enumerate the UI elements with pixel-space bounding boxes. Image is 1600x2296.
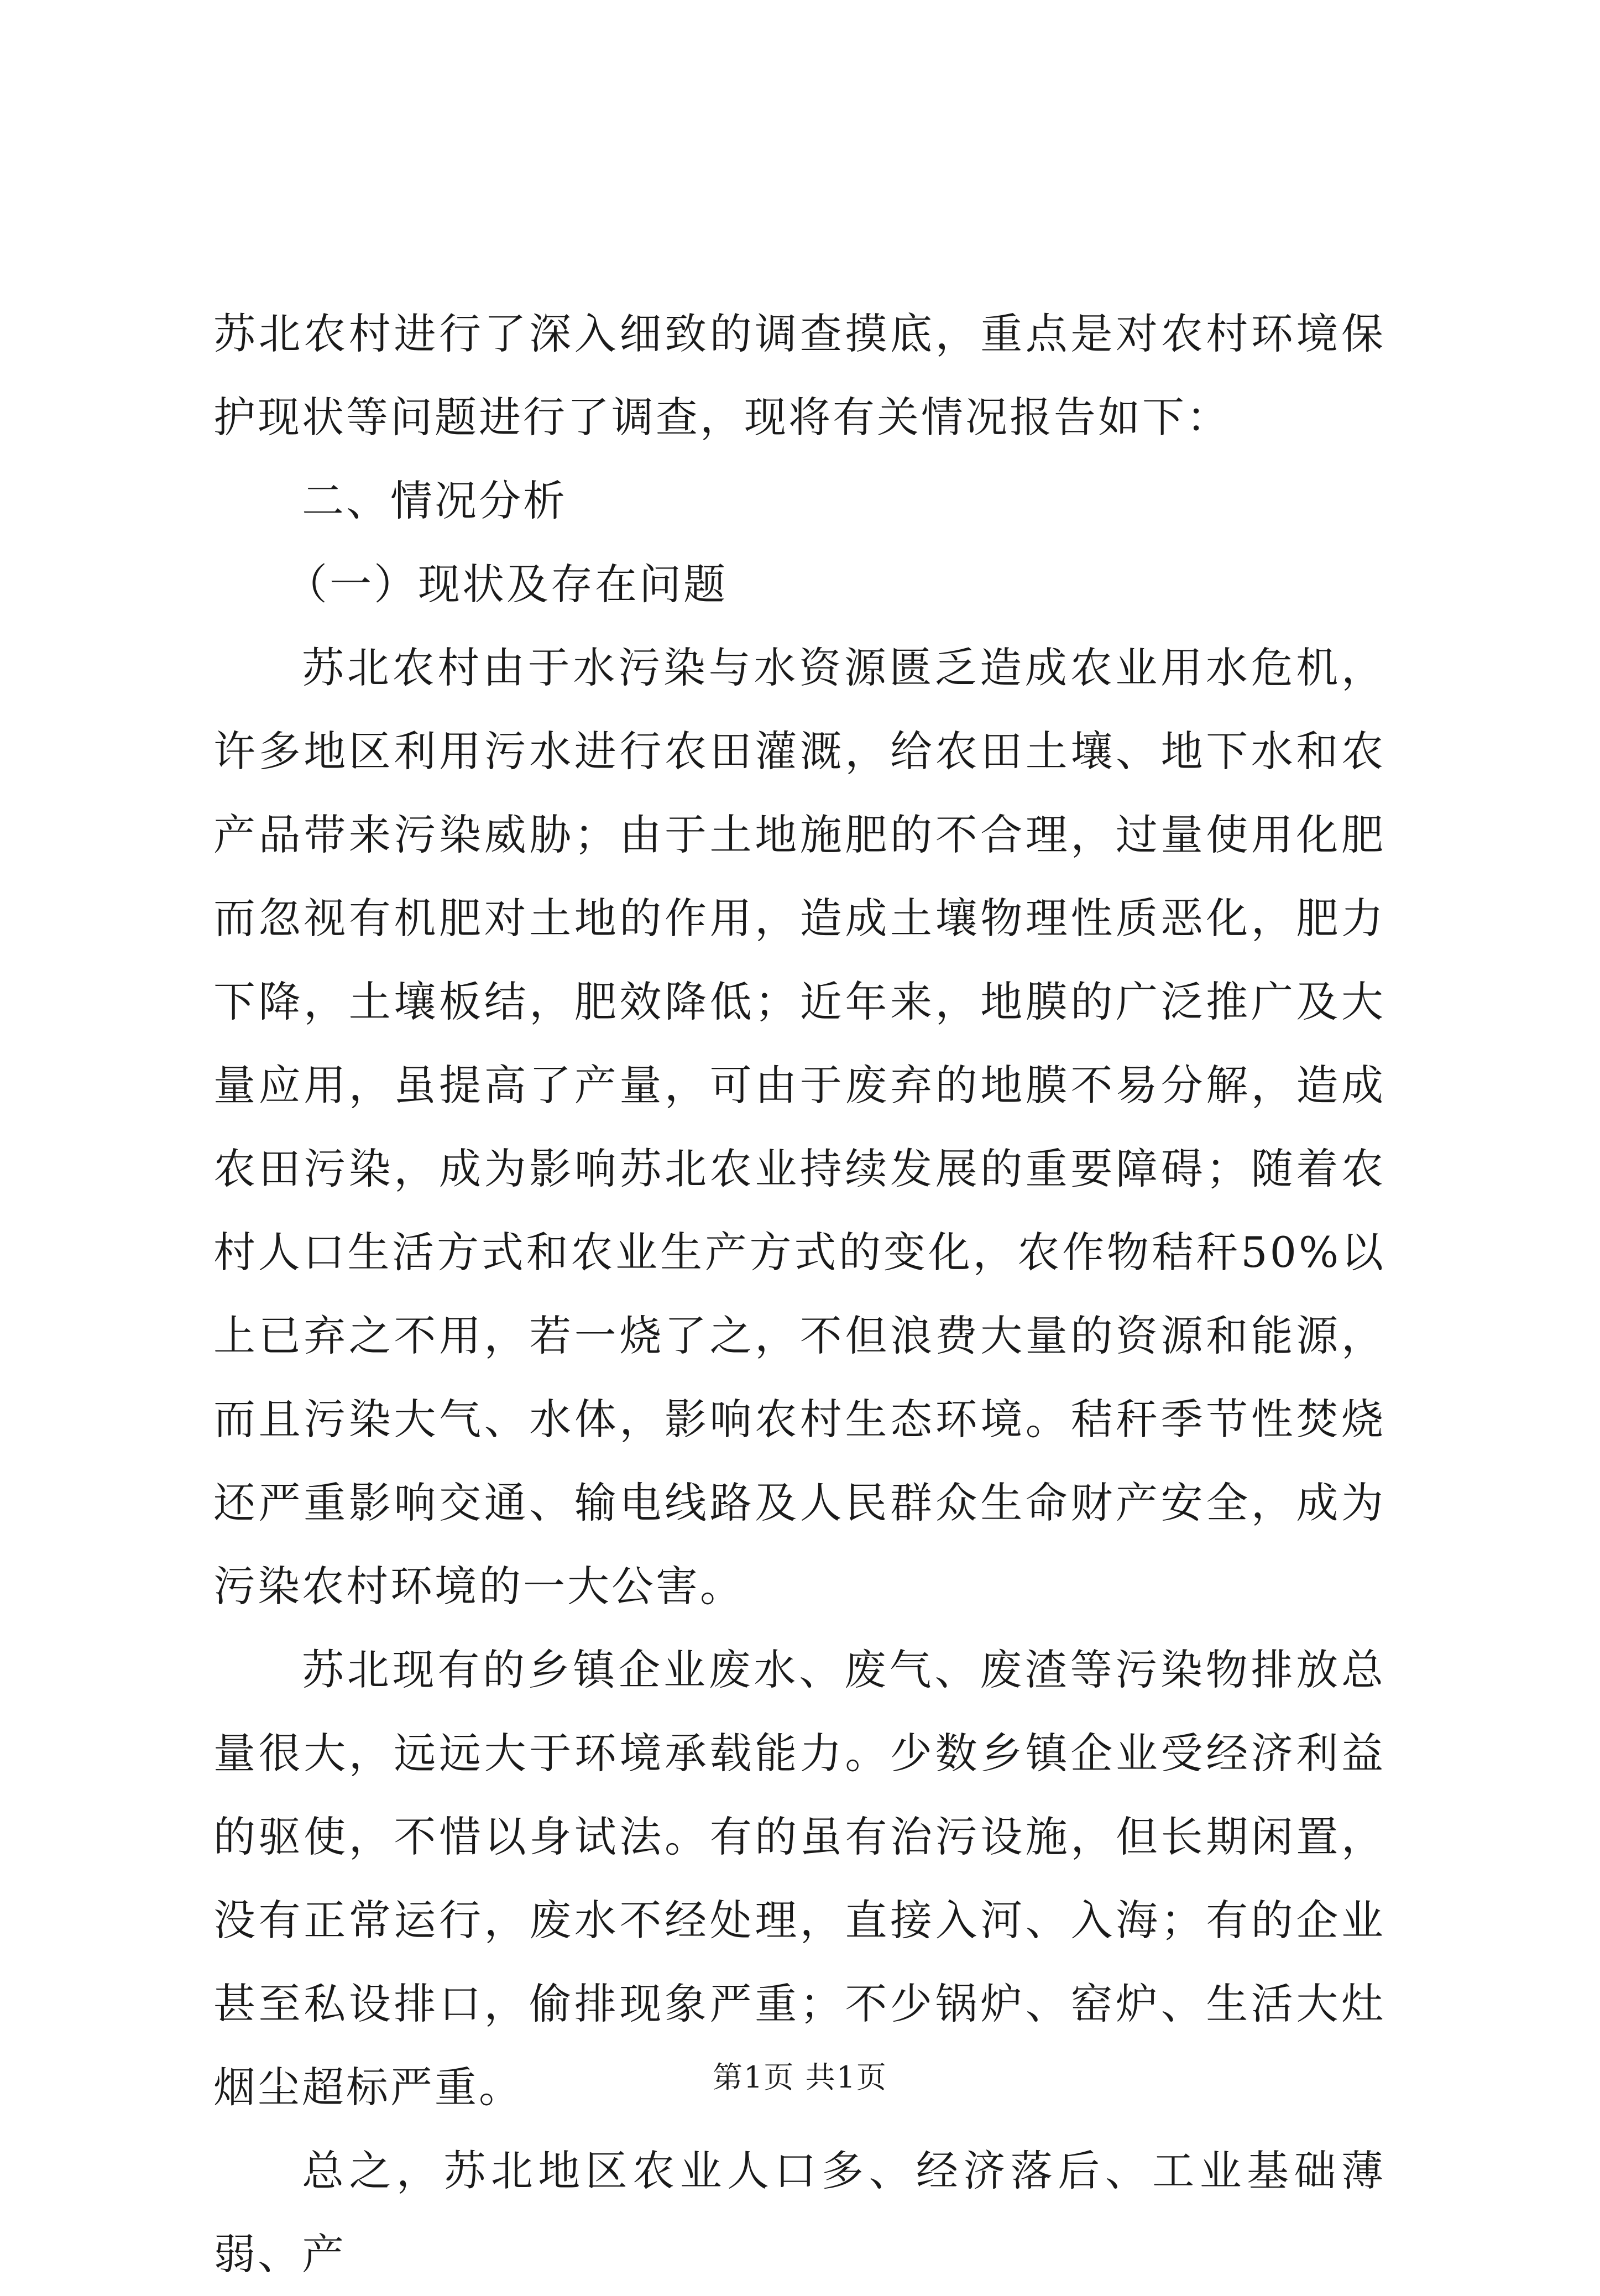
paragraph-agriculture-pollution: 苏北农村由于水污染与水资源匮乏造成农业用水危机，许多地区利用污水进行农田灌溉，给农田土壤、地下水和农产品带来污染威胁；由于土地施肥的不合理，过量使用化肥而忽视有机肥对土地的作用，造成土壤物理性质恶化，肥力下降，土壤板结，肥效降低；近年来，地膜的广泛推广及大量应用，虽提高了产量，可由于废弃的地膜不易分解，造成农田污染，成为影响苏北农业持续发展的重要障碍；随着农村人口生活方式和农业生产方式的变化，农作物秸秆50%以上已弃之不用，若一烧了之，不但浪费大量的资源和能源，而且污染大气、水体，影响农村生态环境。秸秆季节性焚烧还严重影响交通、输电线路及人民群众生命财产安全，成为污染农村环境的一大公害。 (213, 643, 1385, 1611)
paragraph-summary: 总之，苏北地区农业人口多、经济落后、工业基础薄弱、产 (213, 2146, 1385, 2279)
subsection-heading: （一）现状及存在问题 (285, 560, 728, 609)
page-footer: 第1页 共1页 (713, 2060, 887, 2095)
section-heading: 二、情况分析 (302, 476, 567, 525)
paragraph-industry-pollution: 苏北现有的乡镇企业废水、废气、废渣等污染物排放总量很大，远远大于环境承载能力。少数乡镇企业受经济利益的驱使，不惜以身试法。有的虽有治污设施，但长期闲置，没有正常运行，废水不经处理，直接入河、入海；有的企业甚至私设排口，偷排现象严重；不少锅炉、窑炉、生活大灶烟尘超标严重。 (213, 1645, 1385, 2112)
paragraph-intro: 苏北农村进行了深入细致的调查摸底，重点是对农村环境保护现状等问题进行了调查，现将有关情况报告如下： (213, 309, 1385, 442)
document-body (213, 292, 1385, 2296)
